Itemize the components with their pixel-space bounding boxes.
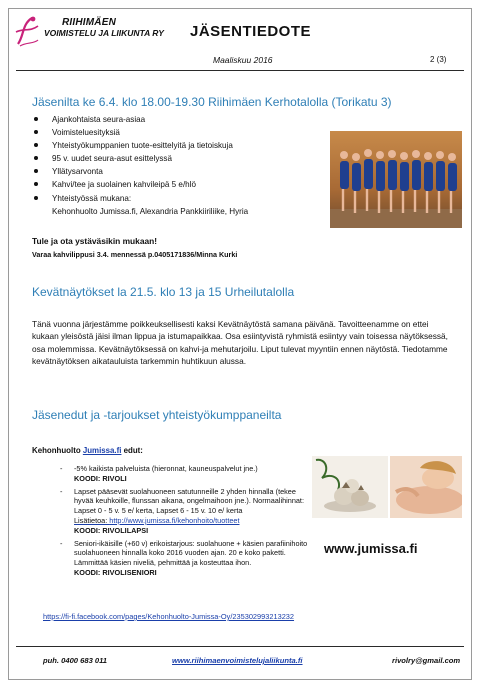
list-item: - Lapset pääsevät suolahuoneen satutunneille 2 yhden hinnalla (tekee hyvää keuhkoille, flunssan aikana, ongelmaihoon jne.). Normaalihinnat: Lapset 0 - 5 v. 5 e/ kerta, Lapset 6 - 15 v. 10 e/ kerta Lisätietoa: http://www.jumissa.fi/kehonhoito/tuotteet KOODI: RIVOLILAPSI: [60, 487, 310, 536]
org-line-1: RIIHIMÄEN: [62, 17, 117, 28]
facebook-link[interactable]: https://fi-fi.facebook.com/pages/Kehonhuolto-Jumissa-Oy/235302993213232: [43, 612, 295, 621]
list-item: Ajankohtaista seura-asiaa: [32, 113, 332, 126]
spa-stones-photo: [312, 456, 388, 518]
list-item: Voimisteluesityksiä: [32, 126, 332, 139]
discount-code: KOODI: RIVOLI: [74, 473, 127, 483]
gymnast-logo-icon: [14, 14, 40, 48]
section-member-benefits-title: Jäsenedut ja -tarjoukset yhteistyökumppaneilta: [32, 408, 282, 422]
list-item: 95 v. uudet seura-asut esittelyssä: [32, 152, 332, 165]
section-member-evening-title: Jäsenilta ke 6.4. klo 18.00-19.30 Riihimäen Kerhotalolla (Torikatu 3): [32, 95, 392, 109]
header-divider: [16, 70, 464, 71]
partners-text: Kehonhuolto Jumissa.fi, Alexandria Pankkiiriliike, Hyria: [52, 206, 249, 216]
discount-code: KOODI: RIVOLISENIORI: [74, 567, 157, 577]
jumissa-brand: www.jumissa.fi: [324, 541, 418, 556]
list-item: Yhteistyössä mukana: Kehonhuolto Jumissa.fi, Alexandria Pankkiiriliike, Hyria: [32, 192, 332, 218]
discount-code: KOODI: RIVOLILAPSI: [74, 525, 149, 535]
gymnasts-photo: [330, 131, 462, 228]
footer-divider: [16, 646, 464, 647]
registration-text: Varaa kahvilippusi 3.4. mennessä p.0405171836/Minna Kurki: [32, 250, 238, 259]
section-spring-show-title: Kevätnäytökset la 21.5. klo 13 ja 15 Urheilutalolla: [32, 285, 295, 299]
document-title: JÄSENTIEDOTE: [190, 23, 312, 40]
org-line-2: VOIMISTELU JA LIIKUNTA RY: [44, 28, 164, 38]
list-item: Yllätysarvonta: [32, 165, 332, 178]
organization-name: [44, 17, 164, 39]
list-item: Kahvi/tee ja suolainen kahvileipä 5 e/hlö: [32, 178, 332, 191]
spring-show-paragraph: Tänä vuonna järjestämme poikkeuksellisesti kaksi Kevätnäytöstä samana päivänä. Tavoitteenamme on ettei kukaan yleisöstä jäisi ilman lippua ja istumapaikkaa. Osa esiintyvistä ryhmistä esiintyy vain toisessa näytöksessä, osa molemmissa. Kevätnäytöksessä on kahvi-ja mehutarjoilu. Liput tulevat myyntiin ennen näytöstä. Tiedotamme kevätnäytöksen aikatauluista tarkemmin huhtikuun alussa.: [32, 319, 448, 366]
jumissa-link[interactable]: Jumissa.fi: [82, 446, 122, 455]
footer-phone: puh. 0400 683 011: [43, 656, 108, 665]
products-link[interactable]: http://www.jumissa.fi/kehonhoito/tuotteet: [109, 515, 240, 525]
footer-website-link[interactable]: www.riihimaenvoimistelujaliikunta.fi: [172, 656, 303, 665]
list-item: - -5% kaikista palveluista (hieronnat, kauneuspalvelut jne.) KOODI: RIVOLI: [60, 464, 310, 484]
member-evening-list: [32, 113, 332, 218]
massage-photo: [390, 456, 462, 518]
list-item: - Seniori-ikäisille (+60 v) erikoistarjous: suolahuone + käsien parafiinihoito suolahuoneen hinnalla koko 2016 vuoden ajan. 20 e koko paketti. Lämmittää käsien niveliä, pehmittää ja kosteuttaa ihon. KOODI: RIVOLISENIORI: [60, 539, 310, 578]
list-item: Yhteistyökumppanien tuote-esittelyitä ja tietoiskuja: [32, 139, 332, 152]
offers-list: [60, 464, 310, 581]
welcome-text: Tule ja ota ystäväsikin mukaan!: [32, 236, 158, 246]
benefits-intro: Kehonhuolto Jumissa.fi edut:: [32, 446, 143, 455]
footer-email: rivolry@gmail.com: [392, 656, 461, 665]
issue-date: Maaliskuu 2016: [213, 55, 273, 65]
page-number: 2 (3): [430, 55, 447, 64]
